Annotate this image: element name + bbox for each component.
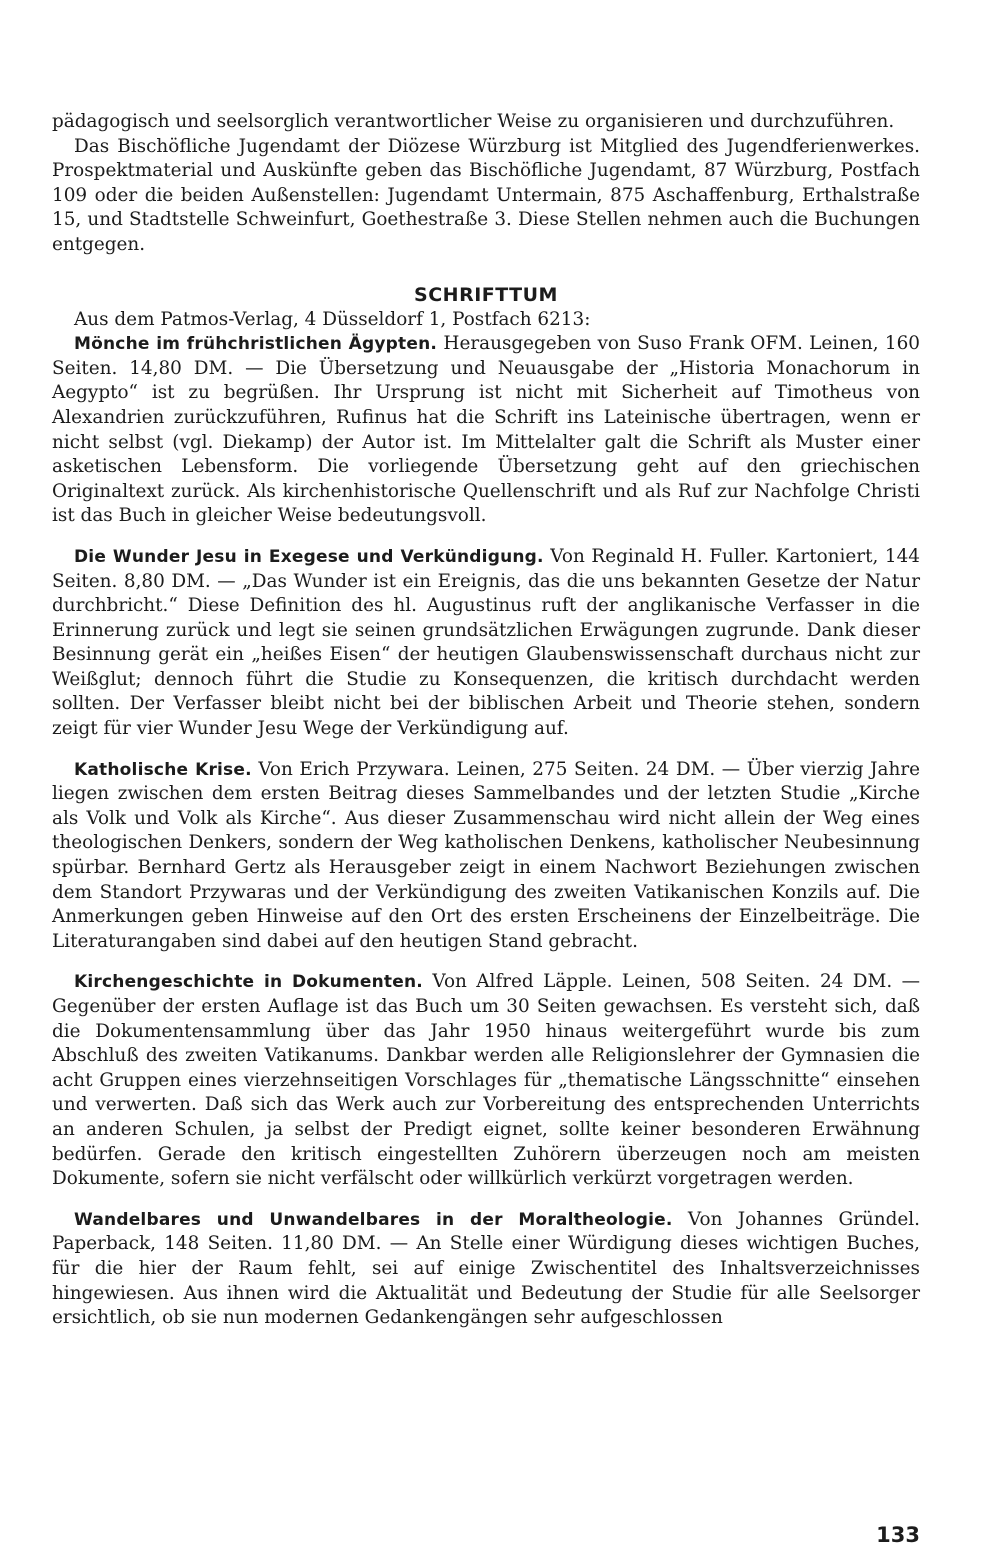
review-monche	[52, 332, 920, 529]
review-text: Von Johannes Gründel. Paperback, 148 Seiten. 11,80 DM. — An Stelle einer Würdigung dieses wichtigen Buches, für die hier der Raum fehlt, sei auf einige Zwischentitel des Inhaltsverzeichnisses hingewiesen. Aus ihnen wird die Aktualität und Bedeutung der Studie für alle Seelsorger ersichtlich, ob sie nun modernen Gedankengängen sehr aufgeschlossen	[52, 1208, 920, 1329]
page-body	[52, 110, 920, 1331]
review-title: Kirchengeschichte in Dokumenten.	[74, 972, 423, 993]
review-title: Die Wunder Jesu in Exegese und Verkündigung.	[74, 546, 544, 567]
review-title: Wandelbares und Unwandelbares in der Moraltheologie.	[74, 1209, 673, 1230]
review-moraltheologie	[52, 1208, 920, 1331]
review-kirchengeschichte	[52, 970, 920, 1191]
publisher-line: Aus dem Patmos-Verlag, 4 Düsseldorf 1, Postfach 6213:	[74, 308, 591, 330]
review-text: Von Erich Przywara. Leinen, 275 Seiten. 24 DM. — Über vierzig Jahre liegen zwischen dem ersten Beitrag dieses Sammelbandes und der letzten Studie „Kirche als Volk und Volk als Kirche“. Aus dieser Zusammenschau wird nicht allein der Weg eines theologischen Denkers, sondern der Weg katholischen Denkens, katholischer Neubesinnung spürbar. Bernhard Gertz als Herausgeber zeigt in einem Nachwort Beziehungen zwischen dem Standort Przywaras und der Verkündigung des zweiten Vatikanischen Konzils auf. Die Anmerkungen geben Hinweise auf den Ort des ersten Erscheinens der Einzelbeiträge. Die Literaturangaben sind dabei auf den heutigen Stand gebracht.	[52, 758, 920, 952]
review-wunder-jesu	[52, 545, 920, 742]
review-text: Von Alfred Läpple. Leinen, 508 Seiten. 24 DM. — Gegenüber der ersten Auflage ist das Buch um 30 Seiten gewachsen. Es versteht sich, daß die Dokumentensammlung über das Jahr 1950 hinaus weitergeführt wurde bis zum Abschluß des zweiten Vatikanums. Dankbar werden alle Religionslehrer der Gymnasien die acht Gruppen eines vierzehnseitigen Vorschlages für „thematische Längsschnitte“ einsehen und verwerten. Daß sich das Werk auch zur Vorbereitung des entsprechenden Unterrichts an anderen Schulen, ja selbst der Predigt eignet, sollte keiner besonderen Erwähnung bedürfen. Gerade den kritisch eingestellten Zuhörern überzeugen noch am meisten Dokumente, sofern sie nicht verfälscht oder willkürlich verkürzt vorgetragen werden.	[52, 971, 920, 1190]
page-number: 133	[876, 1523, 920, 1547]
section-heading: SCHRIFTTUM	[414, 283, 558, 306]
review-title: Mönche im frühchristlichen Ägypten.	[74, 334, 438, 355]
review-title: Katholische Krise.	[74, 759, 252, 780]
intro-paragraph: Das Bischöfliche Jugendamt der Diözese Würzburg ist Mitglied des Jugendferienwerkes. Prospektmaterial und Auskünfte geben das Bischöfliche Jugendamt, 87 Würzburg, Postfach 109 oder die beiden Außenstellen: Jugendamt Untermain, 875 Aschaffenburg, Erthalstraße 15, und Stadtstelle Schweinfurt, Goethestraße 3. Diese Stellen nehmen auch die Buchungen entgegen.	[52, 135, 920, 255]
intro-continuation: pädagogisch und seelsorglich verantwortlicher Weise zu organisieren und durchzuführen.	[52, 111, 895, 132]
review-text: Von Reginald H. Fuller. Kartoniert, 144 Seiten. 8,80 DM. — „Das Wunder ist ein Ereignis, das die uns bekannten Gesetze der Natur durchbricht.“ Diese Definition des hl. Augustinus ruft der anglikanische Verfasser in die Erinnerung zurück und legt sie seinen grundsätzlichen Erwägungen zugrunde. Dank dieser Besinnung gerät ein „heißes Eisen“ der heutigen Glaubenswissenschaft durchaus nicht zur Weißglut; dennoch führt die Studie zu Konsequenzen, die kritisch durchdacht werden sollten. Der Verfasser bleibt nicht bei der biblischen Arbeit und Theorie stehen, sondern zeigt für vier Wunder Jesu Wege der Verkündigung auf.	[52, 545, 920, 740]
review-katholische-krise	[52, 758, 920, 955]
review-text: Herausgegeben von Suso Frank OFM. Leinen, 160 Seiten. 14,80 DM. — Die Übersetzung und Neuausgabe der „Historia Monachorum in Aegypto“ ist zu begrüßen. Ihr Ursprung ist nicht mit Sicherheit auf Timotheus von Alexandrien zurückzuführen, Rufinus hat die Schrift ins Lateinische übertragen, wenn er nicht selbst (vgl. Diekamp) der Autor ist. Im Mittelalter galt die Schrift als Muster einer asketischen Lebensform. Die vorliegende Übersetzung geht auf den griechischen Originaltext zurück. Als kirchenhistorische Quellenschrift und als Ruf zur Nachfolge Christi ist das Buch in gleicher Weise bedeutungsvoll.	[52, 333, 921, 527]
